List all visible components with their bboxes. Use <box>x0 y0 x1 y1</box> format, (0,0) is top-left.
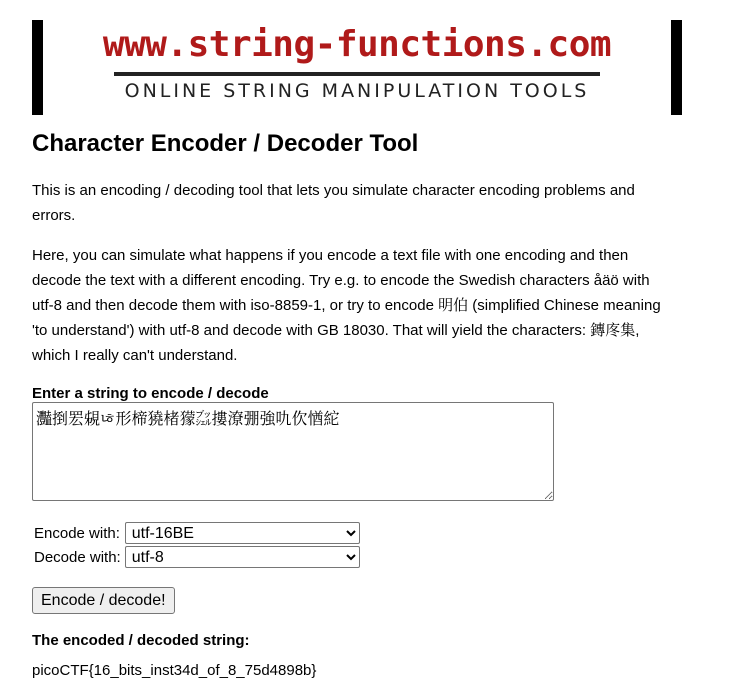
string-input[interactable] <box>32 402 554 501</box>
logo-divider <box>114 72 600 76</box>
description-paragraph: Here, you can simulate what happens if you encode a text file with one encoding and then decode the text with a different encoding. Try e.g. to encode the Swedish characters åäö with utf-8 and then decode them with iso-8859-1, or try to encode 明伯 (simplified Chinese meaning 'to understand') with utf-8 and decode with GB 18030. That will yield the characters: 鏄庝集, which I really can't understand. <box>32 247 661 364</box>
result-value: picoCTF{16_bits_inst34d_of_8_75d4898b} <box>32 662 317 679</box>
intro-paragraph: This is an encoding / decoding tool that lets you simulate character encoding problems and errors. <box>32 182 635 224</box>
encoding-options <box>32 521 362 569</box>
encode-label: Encode with: <box>34 524 120 542</box>
result-label: The encoded / decoded string: <box>32 632 250 649</box>
site-banner[interactable] <box>32 20 682 115</box>
encode-decode-button[interactable]: Encode / decode! <box>32 587 175 614</box>
encode-select[interactable] <box>125 522 360 544</box>
decode-select[interactable] <box>125 546 360 568</box>
banner-right-bar <box>671 20 682 115</box>
main-content <box>32 128 662 679</box>
site-logo-subtitle: ONLINE STRING MANIPULATION TOOLS <box>124 80 590 102</box>
page-title: Character Encoder / Decoder Tool <box>32 130 419 157</box>
input-label: Enter a string to encode / decode <box>32 385 269 402</box>
decode-label: Decode with: <box>34 548 121 566</box>
site-logo-title[interactable]: www.string-functions.com <box>102 24 612 65</box>
